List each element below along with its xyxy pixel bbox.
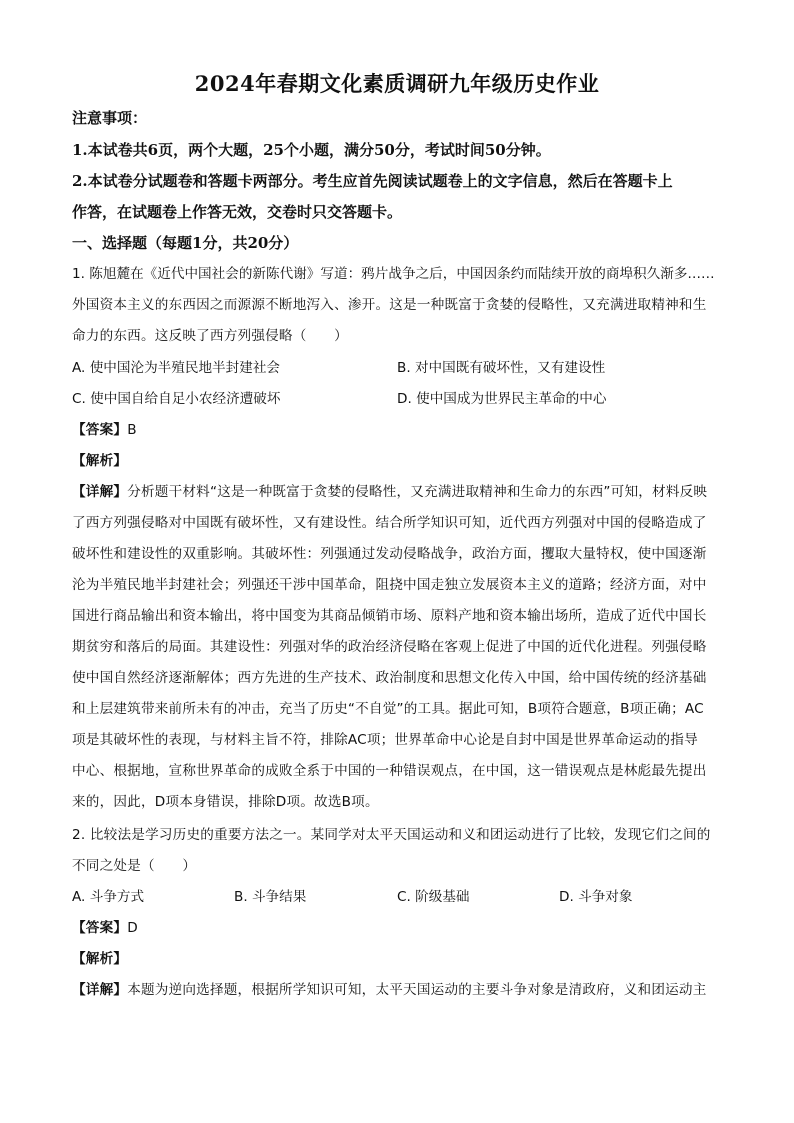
q2-option-b: B. 斗争结果 [234, 889, 307, 905]
notice-item-1: 1.本试卷共6页，两个大题，25个小题，满分50分，考试时间50分钟。 [72, 141, 551, 159]
q2-detail-tag: 【详解】 [72, 982, 128, 998]
q1-detail-line-7: 使中国自然经济逐渐解体；西方先进的生产技术、政治制度和思想文化传入中国，给中国传统的经济基础 [72, 670, 707, 686]
notice-item-2-line-1: 2.本试卷分试题卷和答题卡两部分。考生应首先阅读试题卷上的文字信息，然后在答题卡上 [72, 172, 673, 190]
q1-detail-line-9: 项是其破坏性的表现，与材料主旨不符，排除AC项；世界革命中心论是自封中国是世界革命运动的指导 [72, 732, 698, 748]
q1-option-a: A. 使中国沦为半殖民地半封建社会 [72, 360, 281, 376]
q1-option-c: C. 使中国自给自足小农经济遭破坏 [72, 391, 281, 407]
q1-detail-line-6: 期贫穷和落后的局面。其建设性：列强对华的政治经济侵略在客观上促进了中国的近代化进程。列强侵略 [72, 639, 707, 655]
q1-detail-tag: 【详解】 [72, 484, 128, 500]
q1-detail-line-3: 破坏性和建设性的双重影响。其破坏性：列强通过发动侵略战争，政治方面，攫取大量特权，使中国逐渐 [72, 546, 707, 562]
q2-answer-value: D [127, 920, 138, 936]
notice-heading: 注意事项： [72, 109, 148, 127]
q2-analysis-tag: 【解析】 [72, 951, 128, 967]
q1-detail-line-10: 中心、根据地，宣称世界革命的成败全系于中国的一种错误观点，在中国，这一错误观点是林彪最先提出 [72, 763, 707, 779]
q2-stem-line-1: 2. 比较法是学习历史的重要方法之一。某同学对太平天国运动和义和团运动进行了比较，发现它们之间的 [72, 827, 711, 843]
q1-analysis-tag: 【解析】 [72, 453, 128, 469]
q1-stem-line-2: 外国资本主义的东西因之而源源不断地泻入、渗开。这是一种既富于贪婪的侵略性，又充满进取精神和生 [72, 297, 707, 313]
q2-option-a: A. 斗争方式 [72, 889, 145, 905]
q1-option-b: B. 对中国既有破坏性，又有建设性 [397, 360, 606, 376]
q2-detail-line-1: 【详解】本题为逆向选择题，根据所学知识可知，太平天国运动的主要斗争对象是清政府，义和团运动主 [72, 982, 707, 998]
exam-title: 2024年春期文化素质调研九年级历史作业 [194, 71, 600, 96]
q1-detail-line-1: 【详解】分析题干材料“这是一种既富于贪婪的侵略性，又充满进取精神和生命力的东西”可知，材料反映 [72, 484, 708, 500]
section-heading: 一、选择题（每题1分，共20分） [72, 234, 299, 252]
q2-answer [72, 918, 722, 938]
q2-answer-tag: 【答案】 [72, 920, 128, 936]
q1-option-d: D. 使中国成为世界民主革命的中心 [397, 391, 607, 407]
q1-detail-line-11: 来的，因此，D项本身错误，排除D项。故选B项。 [72, 794, 379, 810]
q2-stem-line-2: 不同之处是（ ） [72, 858, 197, 874]
q1-answer-value: B [127, 422, 137, 438]
q1-answer-tag: 【答案】 [72, 422, 128, 438]
q1-stem-line-1: 1. 陈旭麓在《近代中国社会的新陈代谢》写道：鸦片战争之后，中国因条约而陆续开放的商埠积久渐多…… [72, 266, 715, 282]
q1-detail-line-5: 国进行商品输出和资本输出，将中国变为其商品倾销市场、原料产地和资本输出场所，造成了近代中国长 [72, 608, 707, 624]
q2-option-c: C. 阶级基础 [397, 889, 470, 905]
q1-detail-line-4: 沦为半殖民地半封建社会；列强还干涉中国革命，阻挠中国走独立发展资本主义的道路；经济方面，对中 [72, 577, 707, 593]
q1-stem-line-3: 命力的东西。这反映了西方列强侵略（ ） [72, 328, 348, 344]
q1-detail-line-2: 了西方列强侵略对中国既有破坏性，又有建设性。结合所学知识可知，近代西方列强对中国的侵略造成了 [72, 515, 707, 531]
q1-detail-line-8: 和上层建筑带来前所未有的冲击，充当了历史“不自觉”的工具。据此可知，B项符合题意，B项正确；AC [72, 701, 704, 717]
q2-option-d: D. 斗争对象 [559, 889, 633, 905]
notice-item-2-line-2: 作答，在试题卷上作答无效，交卷时只交答题卡。 [72, 203, 403, 221]
q1-answer [72, 420, 722, 440]
